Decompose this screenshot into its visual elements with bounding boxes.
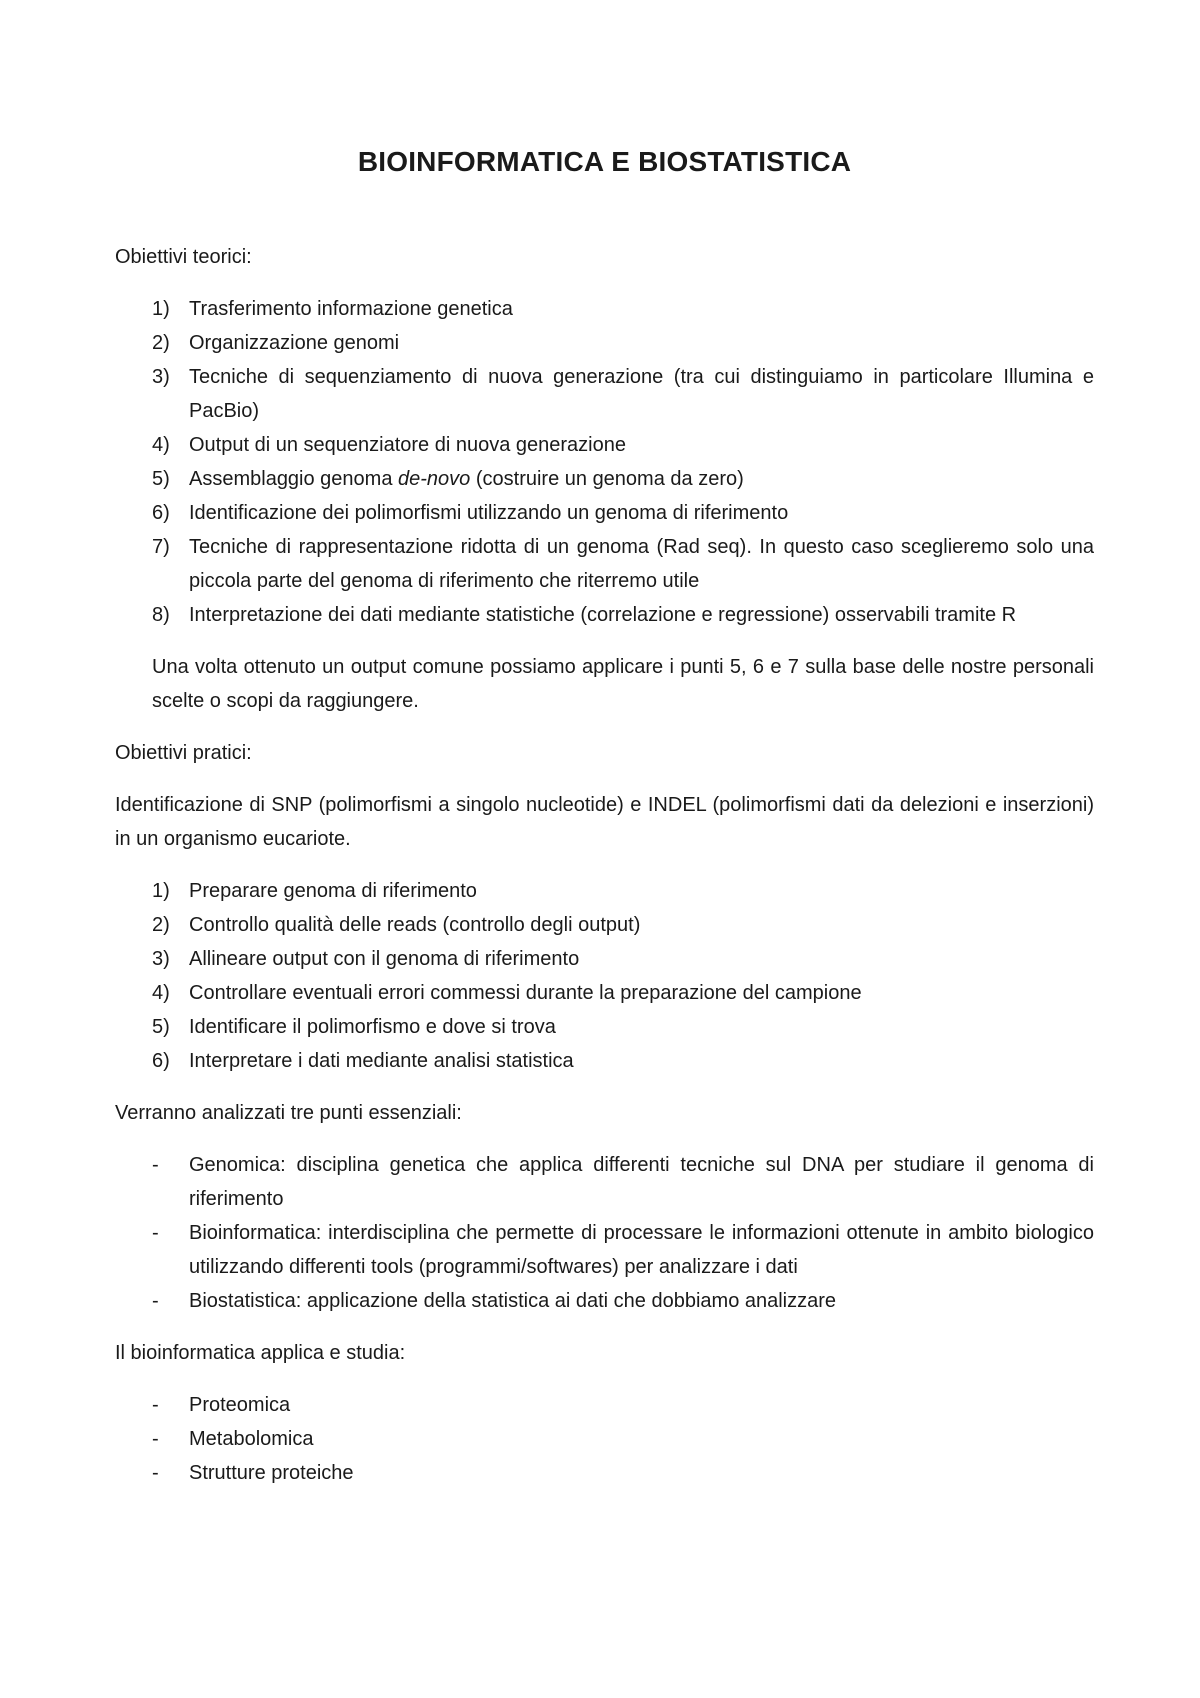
section-heading-key-points: Verranno analizzati tre punti essenziali: <box>115 1102 462 1124</box>
list-item-text: Bioinformatica: interdisciplina che permette di processare le informazioni ottenute in ambito biologico utilizzando differenti tools (programmi/softwares) per analizzare i dati <box>189 1222 1094 1278</box>
list-marker: 2) <box>152 914 170 936</box>
list-item <box>115 1044 1094 1078</box>
list-item <box>115 1284 1094 1318</box>
list-item-text: Controllo qualità delle reads (controllo degli output) <box>189 914 641 936</box>
list-marker: 4) <box>152 434 170 456</box>
list-marker: 8) <box>152 604 170 626</box>
list-item-text: Interpretare i dati mediante analisi statistica <box>189 1050 574 1072</box>
list-item-text-after: (costruire un genoma da zero) <box>470 468 744 490</box>
section-heading-theoretical: Obiettivi teorici: <box>115 246 252 268</box>
list-marker: - <box>152 1154 159 1176</box>
list-item <box>115 908 1094 942</box>
list-marker: 6) <box>152 502 170 524</box>
list-item-text: Biostatistica: applicazione della statistica ai dati che dobbiamo analizzare <box>189 1290 837 1312</box>
section-heading-applications: Il bioinformatica applica e studia: <box>115 1342 406 1364</box>
list-item-text: Identificare il polimorfismo e dove si trova <box>189 1016 556 1038</box>
list-item-text: Genomica: disciplina genetica che applica differenti tecniche sul DNA per studiare il genoma di riferimento <box>189 1154 1094 1210</box>
list-item <box>115 1148 1094 1216</box>
list-item-text: Proteomica <box>189 1394 291 1416</box>
list-item <box>115 428 1094 462</box>
list-marker: 2) <box>152 332 170 354</box>
list-item-text: Organizzazione genomi <box>189 332 400 354</box>
list-item <box>115 1010 1094 1044</box>
list-item-text: Tecniche di sequenziamento di nuova generazione (tra cui distinguiamo in particolare Illumina e PacBio) <box>189 366 1094 422</box>
list-marker: 7) <box>152 536 170 558</box>
list-item <box>115 1422 1094 1456</box>
list-marker: 5) <box>152 468 170 490</box>
list-marker: 1) <box>152 298 170 320</box>
theoretical-note: Una volta ottenuto un output comune possiamo applicare i punti 5, 6 e 7 sulla base delle nostre personali scelte o scopi da raggiungere. <box>152 656 1094 712</box>
list-item-text: Identificazione dei polimorfismi utilizzando un genoma di riferimento <box>189 502 789 524</box>
list-item <box>115 1456 1094 1490</box>
list-item <box>115 326 1094 360</box>
list-marker: 4) <box>152 982 170 1004</box>
list-item-text: Metabolomica <box>189 1428 314 1450</box>
list-item <box>115 292 1094 326</box>
list-item <box>115 1388 1094 1422</box>
list-marker: 3) <box>152 366 170 388</box>
list-marker: 3) <box>152 948 170 970</box>
list-marker: - <box>152 1290 159 1312</box>
list-item <box>115 874 1094 908</box>
practical-objectives-list <box>115 874 1094 1078</box>
list-item-text-italic: de-novo <box>398 468 471 490</box>
applications-list <box>115 1388 1094 1490</box>
practical-intro: Identificazione di SNP (polimorfismi a singolo nucleotide) e INDEL (polimorfismi dati da delezioni e inserzioni) in un organismo eucariote. <box>115 794 1094 850</box>
list-item-text-before: Assemblaggio genoma <box>189 468 399 490</box>
list-item-text: Output di un sequenziatore di nuova generazione <box>189 434 626 456</box>
list-item <box>115 530 1094 598</box>
theoretical-objectives-list <box>115 292 1094 632</box>
key-points-list <box>115 1148 1094 1318</box>
list-item <box>115 360 1094 428</box>
list-marker: - <box>152 1462 159 1484</box>
list-item <box>115 976 1094 1010</box>
list-item <box>115 598 1094 632</box>
list-item <box>115 496 1094 530</box>
list-marker: - <box>152 1394 159 1416</box>
section-heading-practical: Obiettivi pratici: <box>115 742 252 764</box>
list-marker: - <box>152 1428 159 1450</box>
list-item-text: Tecniche di rappresentazione ridotta di un genoma (Rad seq). In questo caso sceglieremo solo una piccola parte del genoma di riferimento che riterremo utile <box>189 536 1094 592</box>
list-item-text: Preparare genoma di riferimento <box>189 880 477 902</box>
list-marker: 6) <box>152 1050 170 1072</box>
list-item-text: Allineare output con il genoma di riferimento <box>189 948 580 970</box>
list-marker: 5) <box>152 1016 170 1038</box>
list-item <box>115 942 1094 976</box>
list-item-text: Strutture proteiche <box>189 1462 354 1484</box>
list-item-text: Interpretazione dei dati mediante statistiche (correlazione e regressione) osservabili tramite R <box>189 604 1017 626</box>
list-item-text: Trasferimento informazione genetica <box>189 298 513 320</box>
list-marker: - <box>152 1222 159 1244</box>
list-item <box>115 462 1094 496</box>
list-marker: 1) <box>152 880 170 902</box>
list-item-text: Controllare eventuali errori commessi durante la preparazione del campione <box>189 982 862 1004</box>
list-item <box>115 1216 1094 1284</box>
document-title: BIOINFORMATICA E BIOSTATISTICA <box>357 146 852 177</box>
